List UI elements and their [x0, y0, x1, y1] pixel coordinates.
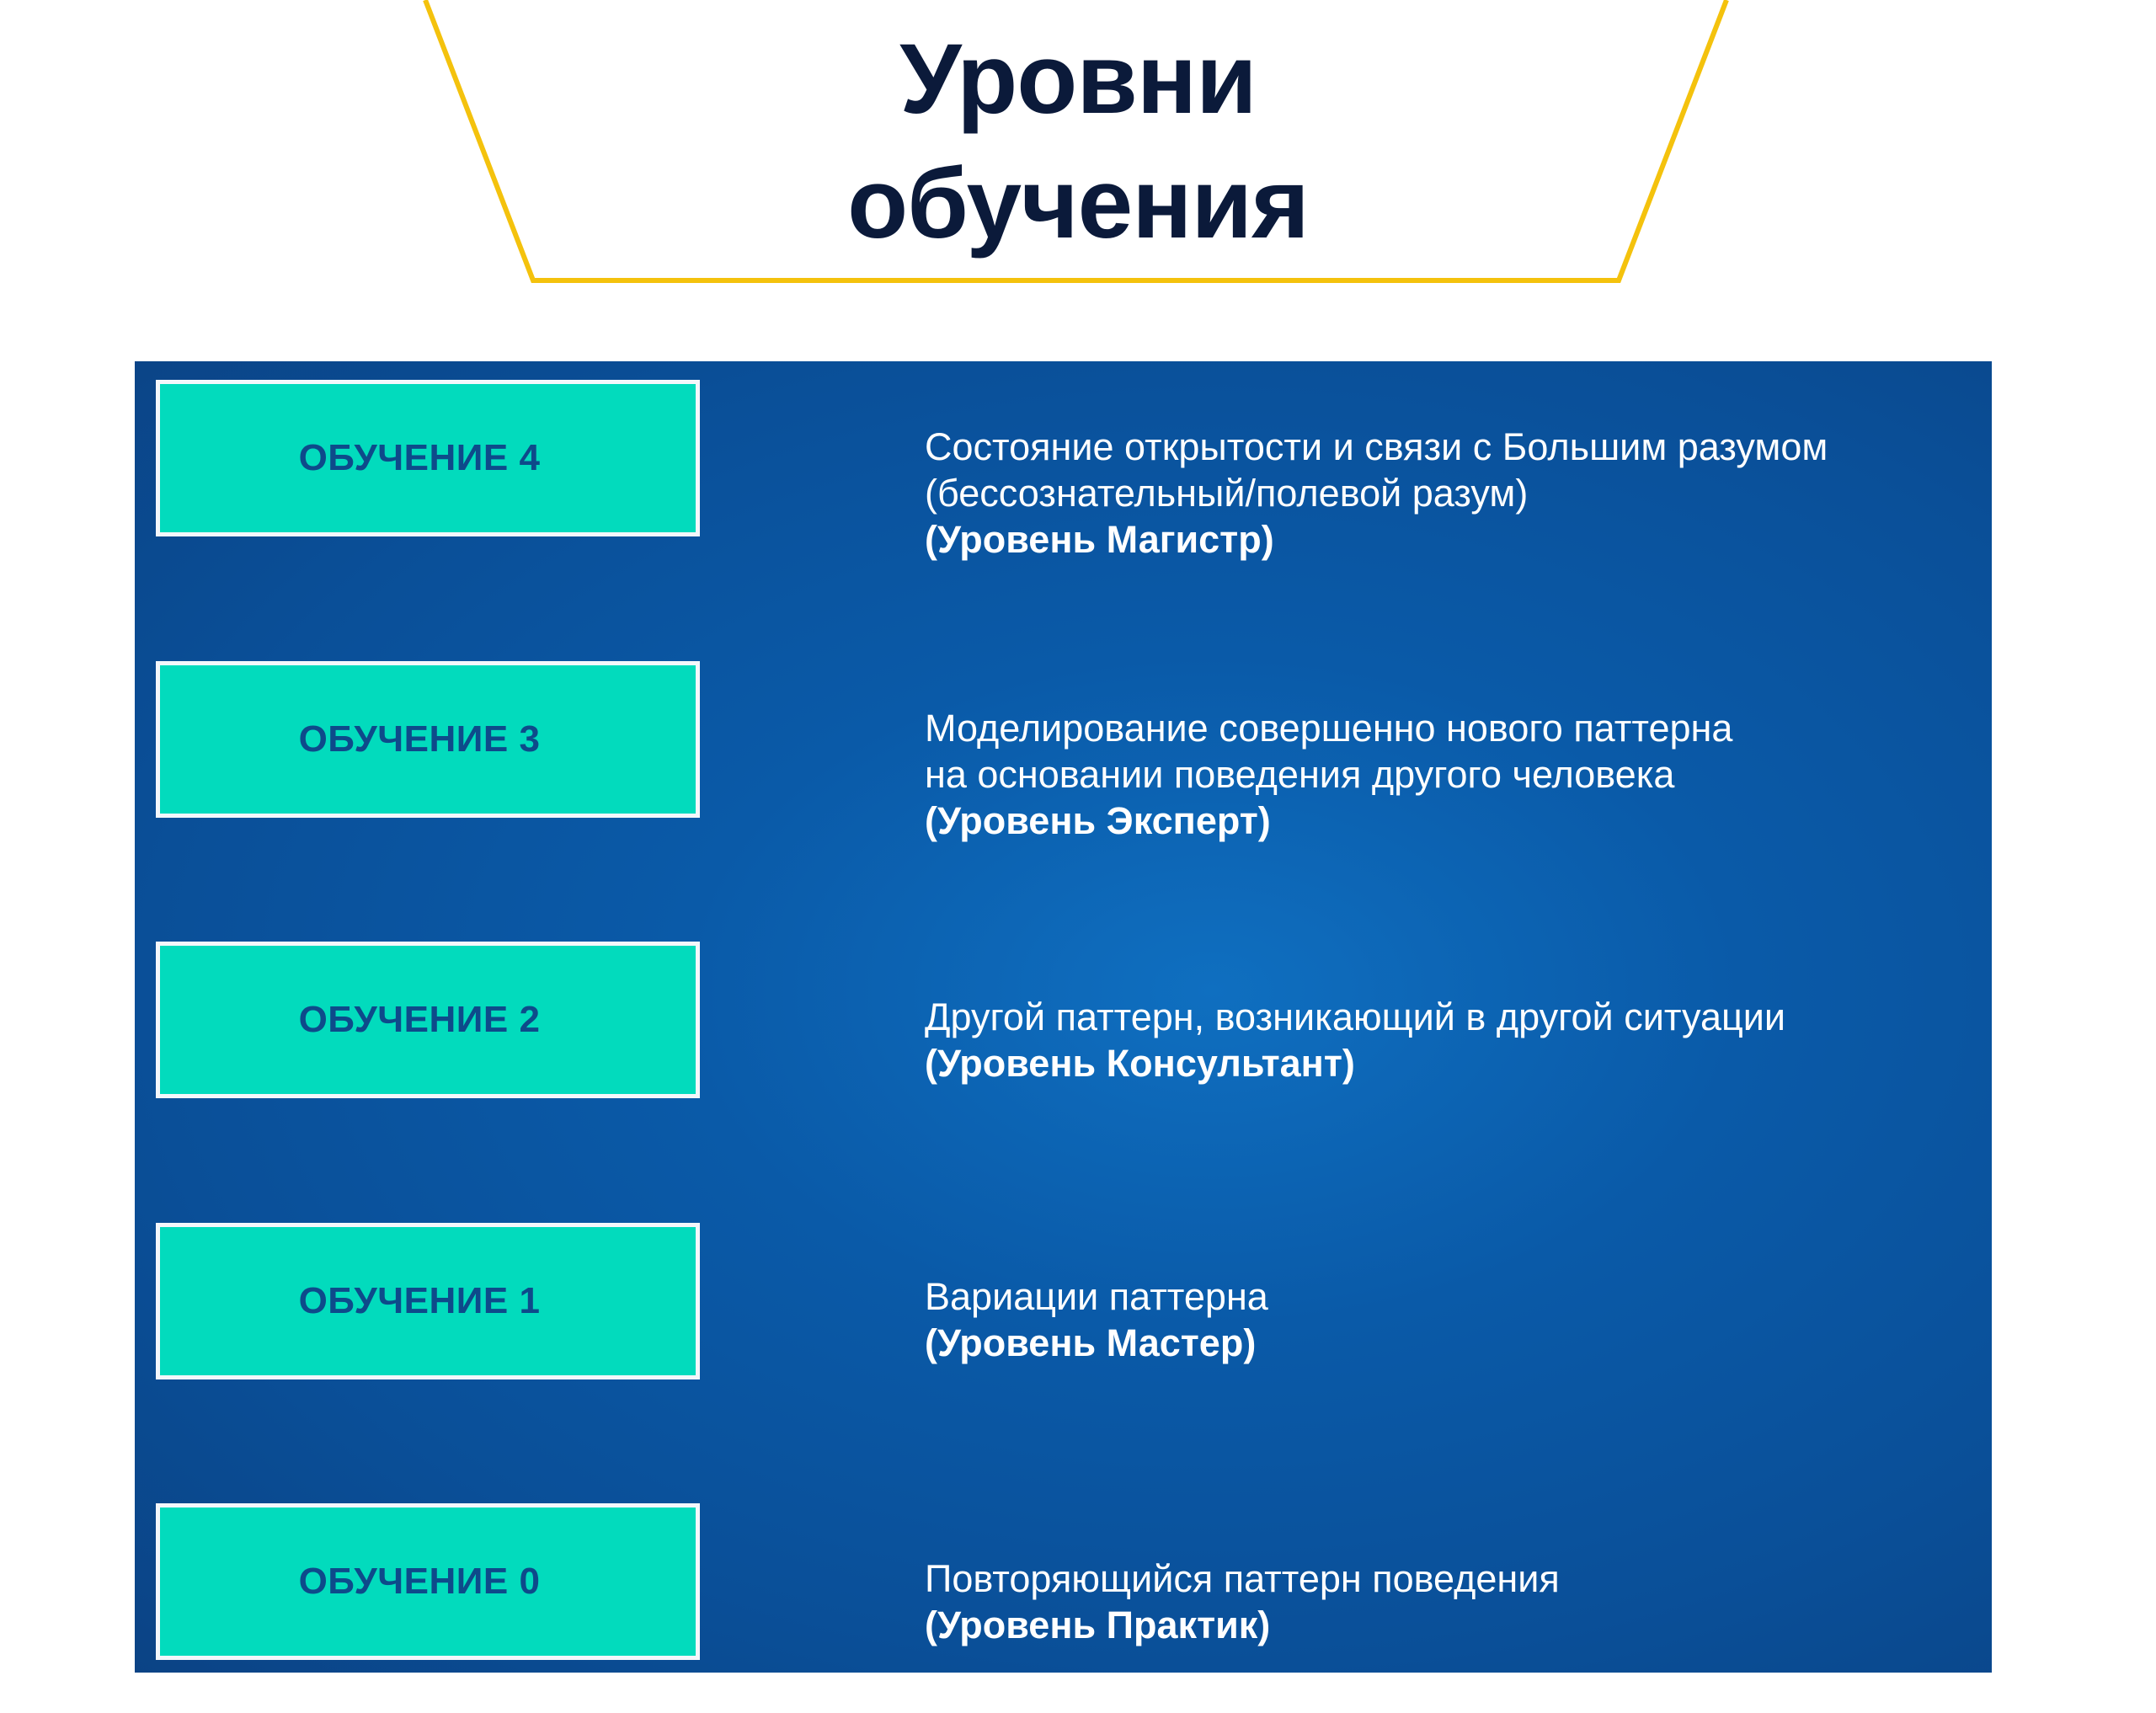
- level-description-2: [925, 994, 1977, 1086]
- level-row-3: [135, 661, 1992, 842]
- level-box-3: [156, 661, 700, 818]
- level-name: (Уровень Магистр): [925, 518, 1274, 561]
- level-row-0: [135, 1503, 1992, 1660]
- level-box-0: [156, 1503, 700, 1660]
- level-row-1: [135, 1223, 1992, 1379]
- level-box-1: [156, 1223, 700, 1379]
- level-row-2: [135, 942, 1992, 1098]
- level-name: (Уровень Мастер): [925, 1321, 1257, 1364]
- level-row-4: [135, 380, 1992, 561]
- levels-panel: [135, 361, 1992, 1673]
- level-name: (Уровень Практик): [925, 1604, 1271, 1646]
- level-label: ОБУЧЕНИЕ 3: [298, 718, 541, 760]
- level-description-3: [925, 705, 1977, 844]
- level-label: ОБУЧЕНИЕ 2: [298, 999, 541, 1040]
- level-description-4: [925, 424, 1977, 563]
- description-line: Вариации паттерна: [925, 1275, 1268, 1318]
- description-line: Другой паттерн, возникающий в другой ситуации: [925, 995, 1786, 1038]
- description-line: Повторяющийся паттерн поведения: [925, 1557, 1560, 1600]
- level-label: ОБУЧЕНИЕ 1: [298, 1280, 541, 1321]
- level-label: ОБУЧЕНИЕ 4: [298, 437, 541, 478]
- description-line: Состояние открытости и связи с Большим разумом: [925, 425, 1828, 468]
- page-title-line-2: обучения: [847, 148, 1309, 259]
- level-description-0: [925, 1556, 1977, 1648]
- level-box-2: [156, 942, 700, 1098]
- level-description-1: [925, 1273, 1977, 1366]
- description-line: на основании поведения другого человека: [925, 753, 1675, 796]
- description-line: Моделирование совершенно нового паттерна: [925, 707, 1733, 750]
- level-box-4: [156, 380, 700, 536]
- page-title: [657, 17, 1499, 266]
- level-name: (Уровень Эксперт): [925, 799, 1271, 842]
- description-line: (бессознательный/полевой разум): [925, 472, 1529, 515]
- level-name: (Уровень Консультант): [925, 1042, 1355, 1085]
- level-label: ОБУЧЕНИЕ 0: [298, 1561, 541, 1602]
- page-title-line-1: Уровни: [899, 24, 1257, 135]
